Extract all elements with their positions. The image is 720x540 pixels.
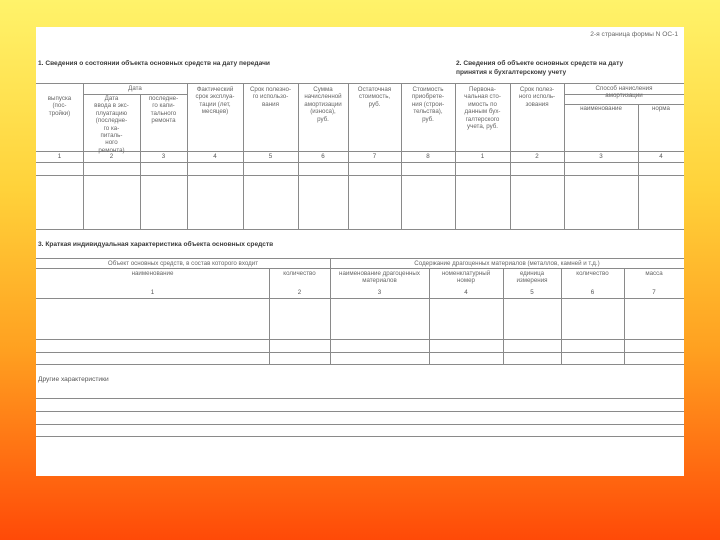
header-acquisition-cost: Стоимость приобрете- ния (строи- тельства), руб.	[411, 86, 445, 123]
col-number: 3	[377, 289, 382, 296]
group-header-object: Объект основных средств, в состав которого входит	[107, 260, 259, 267]
header-last-repair: последне- го капи- тального ремонта	[148, 95, 179, 125]
header-precious-name: наименование драгоценных материалов	[339, 270, 420, 285]
form-sheet	[36, 27, 684, 476]
col-number: 1	[480, 153, 485, 160]
col-number: 7	[652, 289, 656, 296]
col-number: 1	[150, 289, 155, 296]
col-number: 2	[535, 153, 539, 160]
col-number: 3	[161, 153, 166, 160]
date-group-header: Дата	[128, 85, 142, 92]
header-release: выпуска (пос- тройки)	[47, 95, 72, 117]
header-mass: масса	[645, 270, 663, 277]
other-characteristics-label: Другие характеристики	[38, 376, 109, 383]
section2-title: 2. Сведения об объекте основных средств на дату принятия к бухгалтерскому учету	[456, 60, 624, 76]
col-number: 5	[268, 153, 273, 160]
group-header-precious: Содержание драгоценных материалов (металлов, камней и т.д.)	[414, 260, 600, 267]
section3-title: 3. Краткая индивидуальная характеристика объекта основных средств	[38, 241, 274, 248]
header-residual: Остаточная стоимость, руб.	[357, 86, 392, 108]
header-useful-life: Срок полезно- го использо- вания	[249, 86, 292, 108]
header-useful-life-2: Срок полез- ного исполь- зования	[518, 86, 556, 108]
header-name: наименование	[131, 270, 174, 277]
col-number: 6	[321, 153, 325, 160]
header-unit: единица измерения	[516, 270, 548, 285]
col-number: 4	[659, 153, 663, 160]
col-number: 7	[372, 153, 377, 160]
header-method-rate: норма	[652, 105, 670, 112]
col-number: 6	[590, 289, 595, 296]
header-precious-quantity: количество	[576, 270, 609, 277]
header-initial-cost: Первона- чальная сто- имость по данным бух- галтерского учета, руб.	[464, 86, 501, 131]
col-number: 1	[57, 153, 62, 160]
col-number: 2	[109, 153, 114, 160]
header-depreciation: Сумма начисленной амортизации (износа), руб.	[304, 86, 342, 123]
col-number: 5	[530, 289, 534, 296]
col-number: 4	[464, 289, 468, 296]
header-item-number: номенклатурный номер	[441, 270, 491, 285]
col-number: 4	[213, 153, 217, 160]
header-quantity: количество	[283, 270, 316, 277]
header-commissioning: Дата ввода в экс- плуатацию (последне- го ка- питаль- ного ремонта)	[94, 95, 129, 154]
header-method-name: наименование	[580, 105, 622, 112]
col-number: 8	[426, 153, 430, 160]
col-number: 2	[297, 289, 302, 296]
method-group-header: Способ начисления амортизации	[595, 85, 653, 100]
section1-title: 1. Сведения о состоянии объекта основных средств на дату передачи	[38, 60, 270, 67]
header-actual-term: Фактический срок эксплуа- тации (лет, месяцев)	[195, 86, 235, 116]
col-number: 3	[599, 153, 603, 160]
form-reference: 2-я страница формы N ОС-1	[590, 31, 678, 38]
